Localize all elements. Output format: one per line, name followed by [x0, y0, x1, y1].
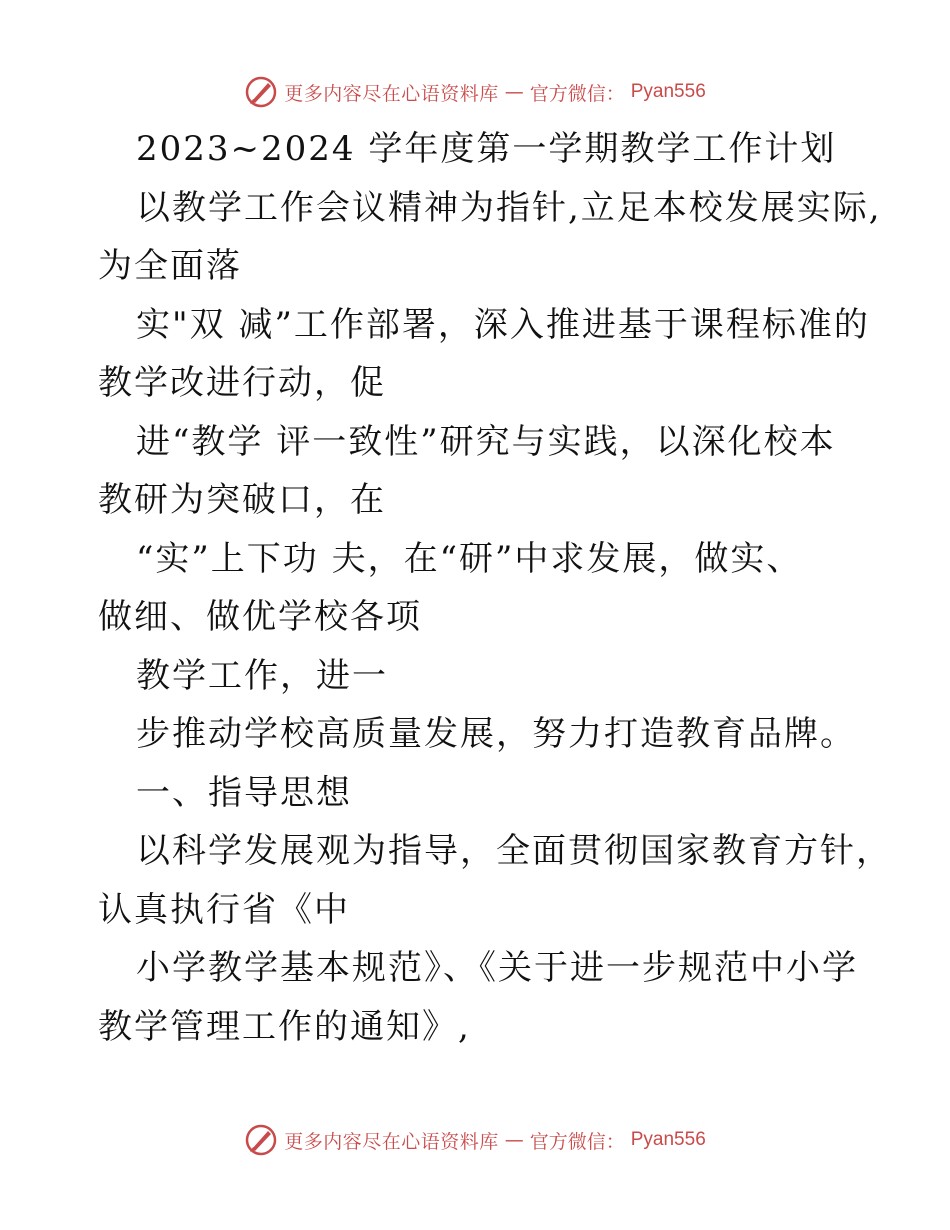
document-title: 2023~2024 学年度第一学期教学工作计划	[136, 129, 837, 169]
paragraph-line: 以教学工作会议精神为指针,立足本校发展实际,	[136, 187, 882, 228]
paragraph-line: 做细、做优学校各项	[98, 597, 422, 637]
paragraph-line: 实"双 减”工作部署，深入推进基于课程标准的	[136, 304, 870, 345]
watermark-text: 更多内容尽在心语资料库	[284, 82, 499, 105]
watermark-wechat-id: Pyan556	[630, 1129, 706, 1150]
watermark-wechat-id: Pyan556	[630, 81, 706, 102]
paragraph-line: 进“教学 评一致性”研究与实践，以深化校本	[136, 421, 836, 462]
paragraph-line: 小学教学基本规范》、《关于进一步规范中小学	[136, 948, 858, 988]
watermark-dash: —	[504, 81, 524, 103]
watermark-text: 更多内容尽在心语资料库	[284, 1130, 499, 1153]
paragraph-line: 步推动学校高质量发展，努力打造教育品牌。	[136, 714, 856, 754]
paragraph-line: 教学工作，进一	[136, 655, 388, 696]
document-body	[98, 120, 892, 1056]
paragraph-line: “实”上下功 夫，在“研”中求发展，做实、	[136, 538, 803, 579]
paragraph-line: 教研为突破口，在	[98, 480, 386, 520]
watermark-header	[0, 72, 950, 112]
quill-pen-logo-icon	[244, 1123, 278, 1157]
quill-pen-logo-icon	[244, 75, 278, 109]
paragraph-line: 认真执行省《中	[98, 889, 350, 930]
watermark-contact-label: 官方微信：	[529, 1130, 625, 1153]
paragraph-line: 教学管理工作的通知》,	[98, 1006, 471, 1047]
watermark-footer	[0, 1120, 950, 1160]
section-heading: 一、指导思想	[136, 772, 352, 813]
paragraph-line: 以科学发展观为指导，全面贯彻国家教育方针，	[136, 831, 892, 871]
watermark-dash: —	[504, 1129, 524, 1151]
watermark-contact-label: 官方微信：	[529, 82, 625, 105]
paragraph-line: 教学改进行动，促	[98, 363, 386, 403]
paragraph-line: 为全面落	[98, 246, 242, 286]
